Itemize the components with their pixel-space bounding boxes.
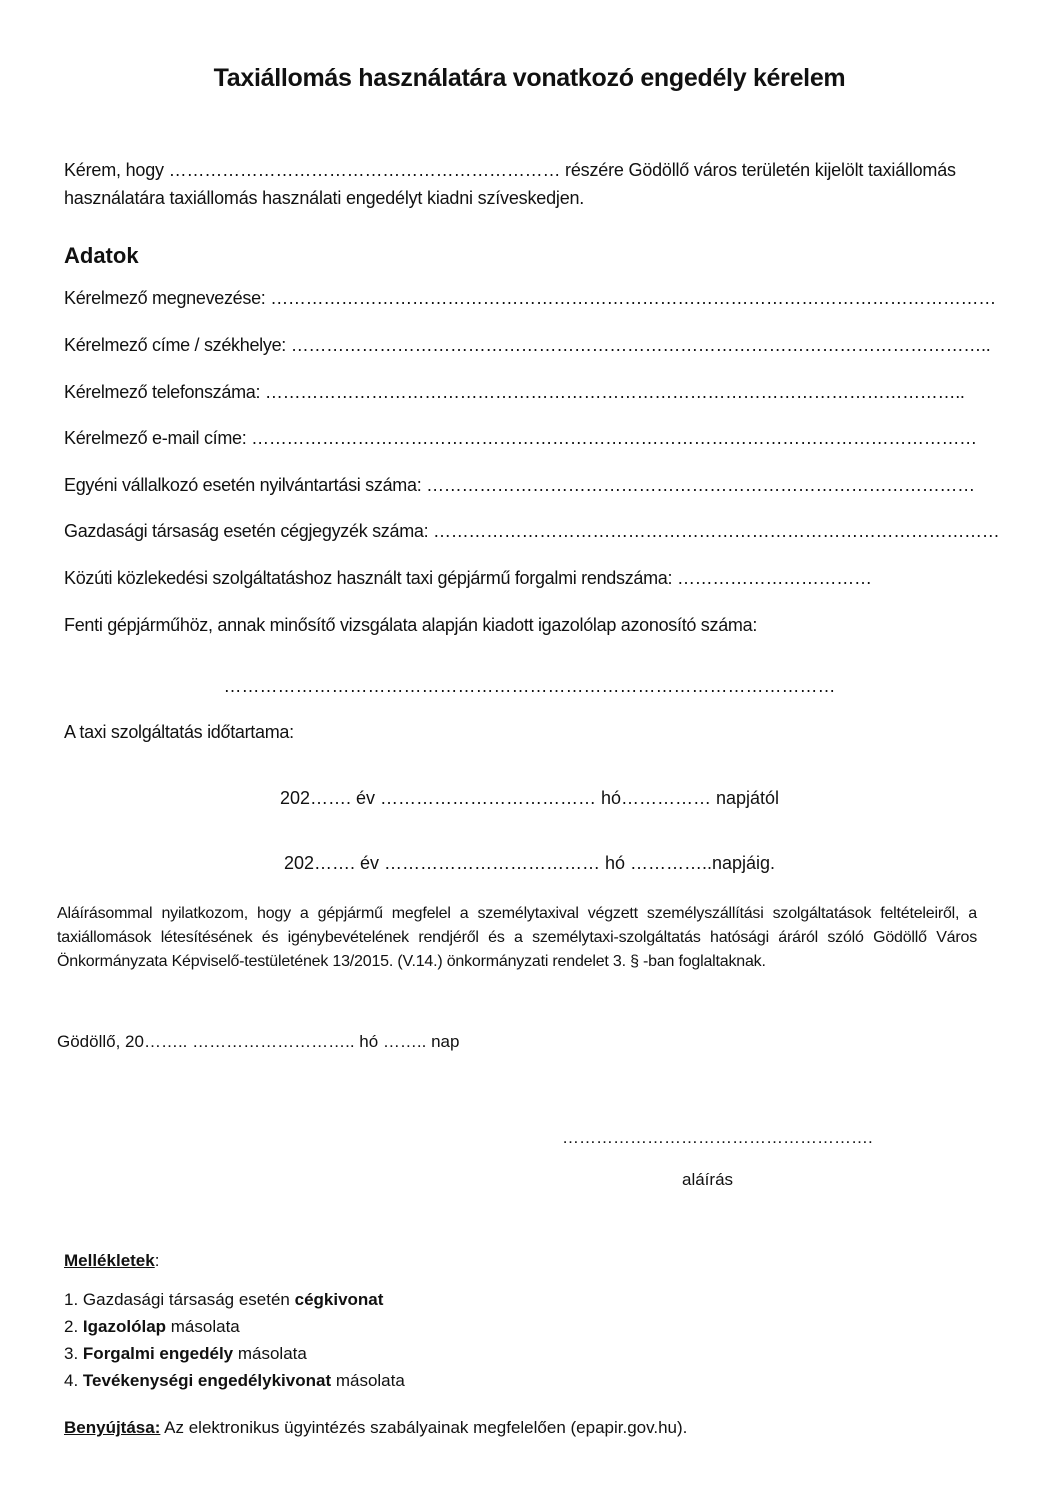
field-license-plate [64,568,872,589]
attachment-item [64,1340,405,1367]
duration-to[interactable]: 202……. év ……………………………… hó …………..napjáig. [283,853,776,873]
field-label: Egyéni vállalkozó esetén nyilvántartási száma: [64,475,422,495]
intro-paragraph [64,156,956,212]
declaration-paragraph: Aláírásommal nyilatkozom, hogy a gépjármű megfelel a személytaxival végzett személyszállítási szolgáltatások feltételeiről, a taxiállomások létesítésének és igénybevételének rendjéről és a személytaxi-szolgáltatás hatósági áráról szóló Gödöllő Város Önkormányzata Képviselő-testületének 13/2015. (V.14.) önkormányzati rendelet 3. § -ban foglaltaknak. [57,905,977,970]
item-bold-text: cégkivonat [294,1290,384,1309]
item-number: 2. [64,1317,79,1336]
item-bold-text: Igazolólap [82,1317,167,1336]
attachments-heading-text: Mellékletek [64,1251,155,1270]
field-blank[interactable]: …………………………………………………………………………………… [433,521,1000,541]
item-text: Gazdasági társaság esetén [82,1290,295,1309]
submission-label: Benyújtása: [64,1418,161,1437]
field-label: Gazdasági társaság esetén cégjegyzék száma: [64,521,429,541]
field-blank[interactable]: ………………………………………………………………………………… [426,475,975,495]
field-blank[interactable]: ……………………………………………………………………………………………………….. [264,382,965,402]
field-blank[interactable]: …………………………… [676,568,872,588]
certificate-id-blank[interactable]: ………………………………………………………………………………………… [223,676,836,696]
item-text-suffix: másolata [233,1344,307,1363]
item-number: 1. [64,1290,79,1309]
submission-note [64,1418,687,1438]
field-label: Kérelmező e-mail címe: [64,428,247,448]
field-company-registration-number [64,521,999,542]
section-heading-adatok: Adatok [64,243,139,268]
signature-label: aláírás [682,1170,734,1189]
field-blank[interactable]: …………………………………………………………………………………………………………… [270,288,996,308]
item-number: 3. [64,1344,79,1363]
field-applicant-address [64,335,990,356]
item-bold-text: Tevékenységi engedélykivonat [82,1371,332,1390]
attachment-item [64,1367,405,1394]
document-title: Taxiállomás használatára vonatkozó engedély kérelem [213,64,846,92]
attachments-list [64,1286,405,1394]
item-bold-text: Forgalmi engedély [82,1344,234,1363]
field-applicant-name [64,288,996,309]
item-text-suffix: másolata [166,1317,240,1336]
signature-line[interactable]: ………………………………………………. [562,1128,873,1147]
intro-line-1: Kérem, hogy ………………………………………………………… részére Gödöllő város területén kijelölt taxiállomás [64,160,956,180]
attachments-heading-colon: : [154,1251,160,1270]
field-label: Közúti közlekedési szolgáltatáshoz használt taxi gépjármű forgalmi rendszáma: [64,568,673,588]
item-number: 4. [64,1371,79,1390]
field-sole-trader-number [64,475,975,496]
attachment-item [64,1313,405,1340]
intro-line-2: használatára taxiállomás használati engedélyt kiadni szíveskedjen. [64,188,585,208]
field-label: Fenti gépjárműhöz, annak minősítő vizsgálata alapján kiadott igazolólap azonosító száma: [64,615,758,635]
attachment-item [64,1286,405,1313]
item-text-suffix: másolata [331,1371,405,1390]
field-applicant-phone [64,382,965,403]
duration-label: A taxi szolgáltatás időtartama: [64,722,294,742]
attachments-heading [64,1251,159,1271]
field-certificate-id [64,615,757,636]
field-blank[interactable]: …………………………………………………………………………………………………………… [251,428,977,448]
place-and-date[interactable]: Gödöllő, 20…….. ……………………….. hó …….. nap [57,1032,460,1051]
submission-text: Az elektronikus ügyintézés szabályainak megfelelően (epapir.gov.hu). [160,1418,688,1437]
field-applicant-email [64,428,977,449]
field-label: Kérelmező telefonszáma: [64,382,261,402]
duration-from[interactable]: 202……. év ……………………………… hó…………… napjától [279,788,780,808]
field-label: Kérelmező megnevezése: [64,288,266,308]
field-label: Kérelmező címe / székhelye: [64,335,286,355]
field-blank[interactable]: ……………………………………………………………………………………………………….. [290,335,991,355]
